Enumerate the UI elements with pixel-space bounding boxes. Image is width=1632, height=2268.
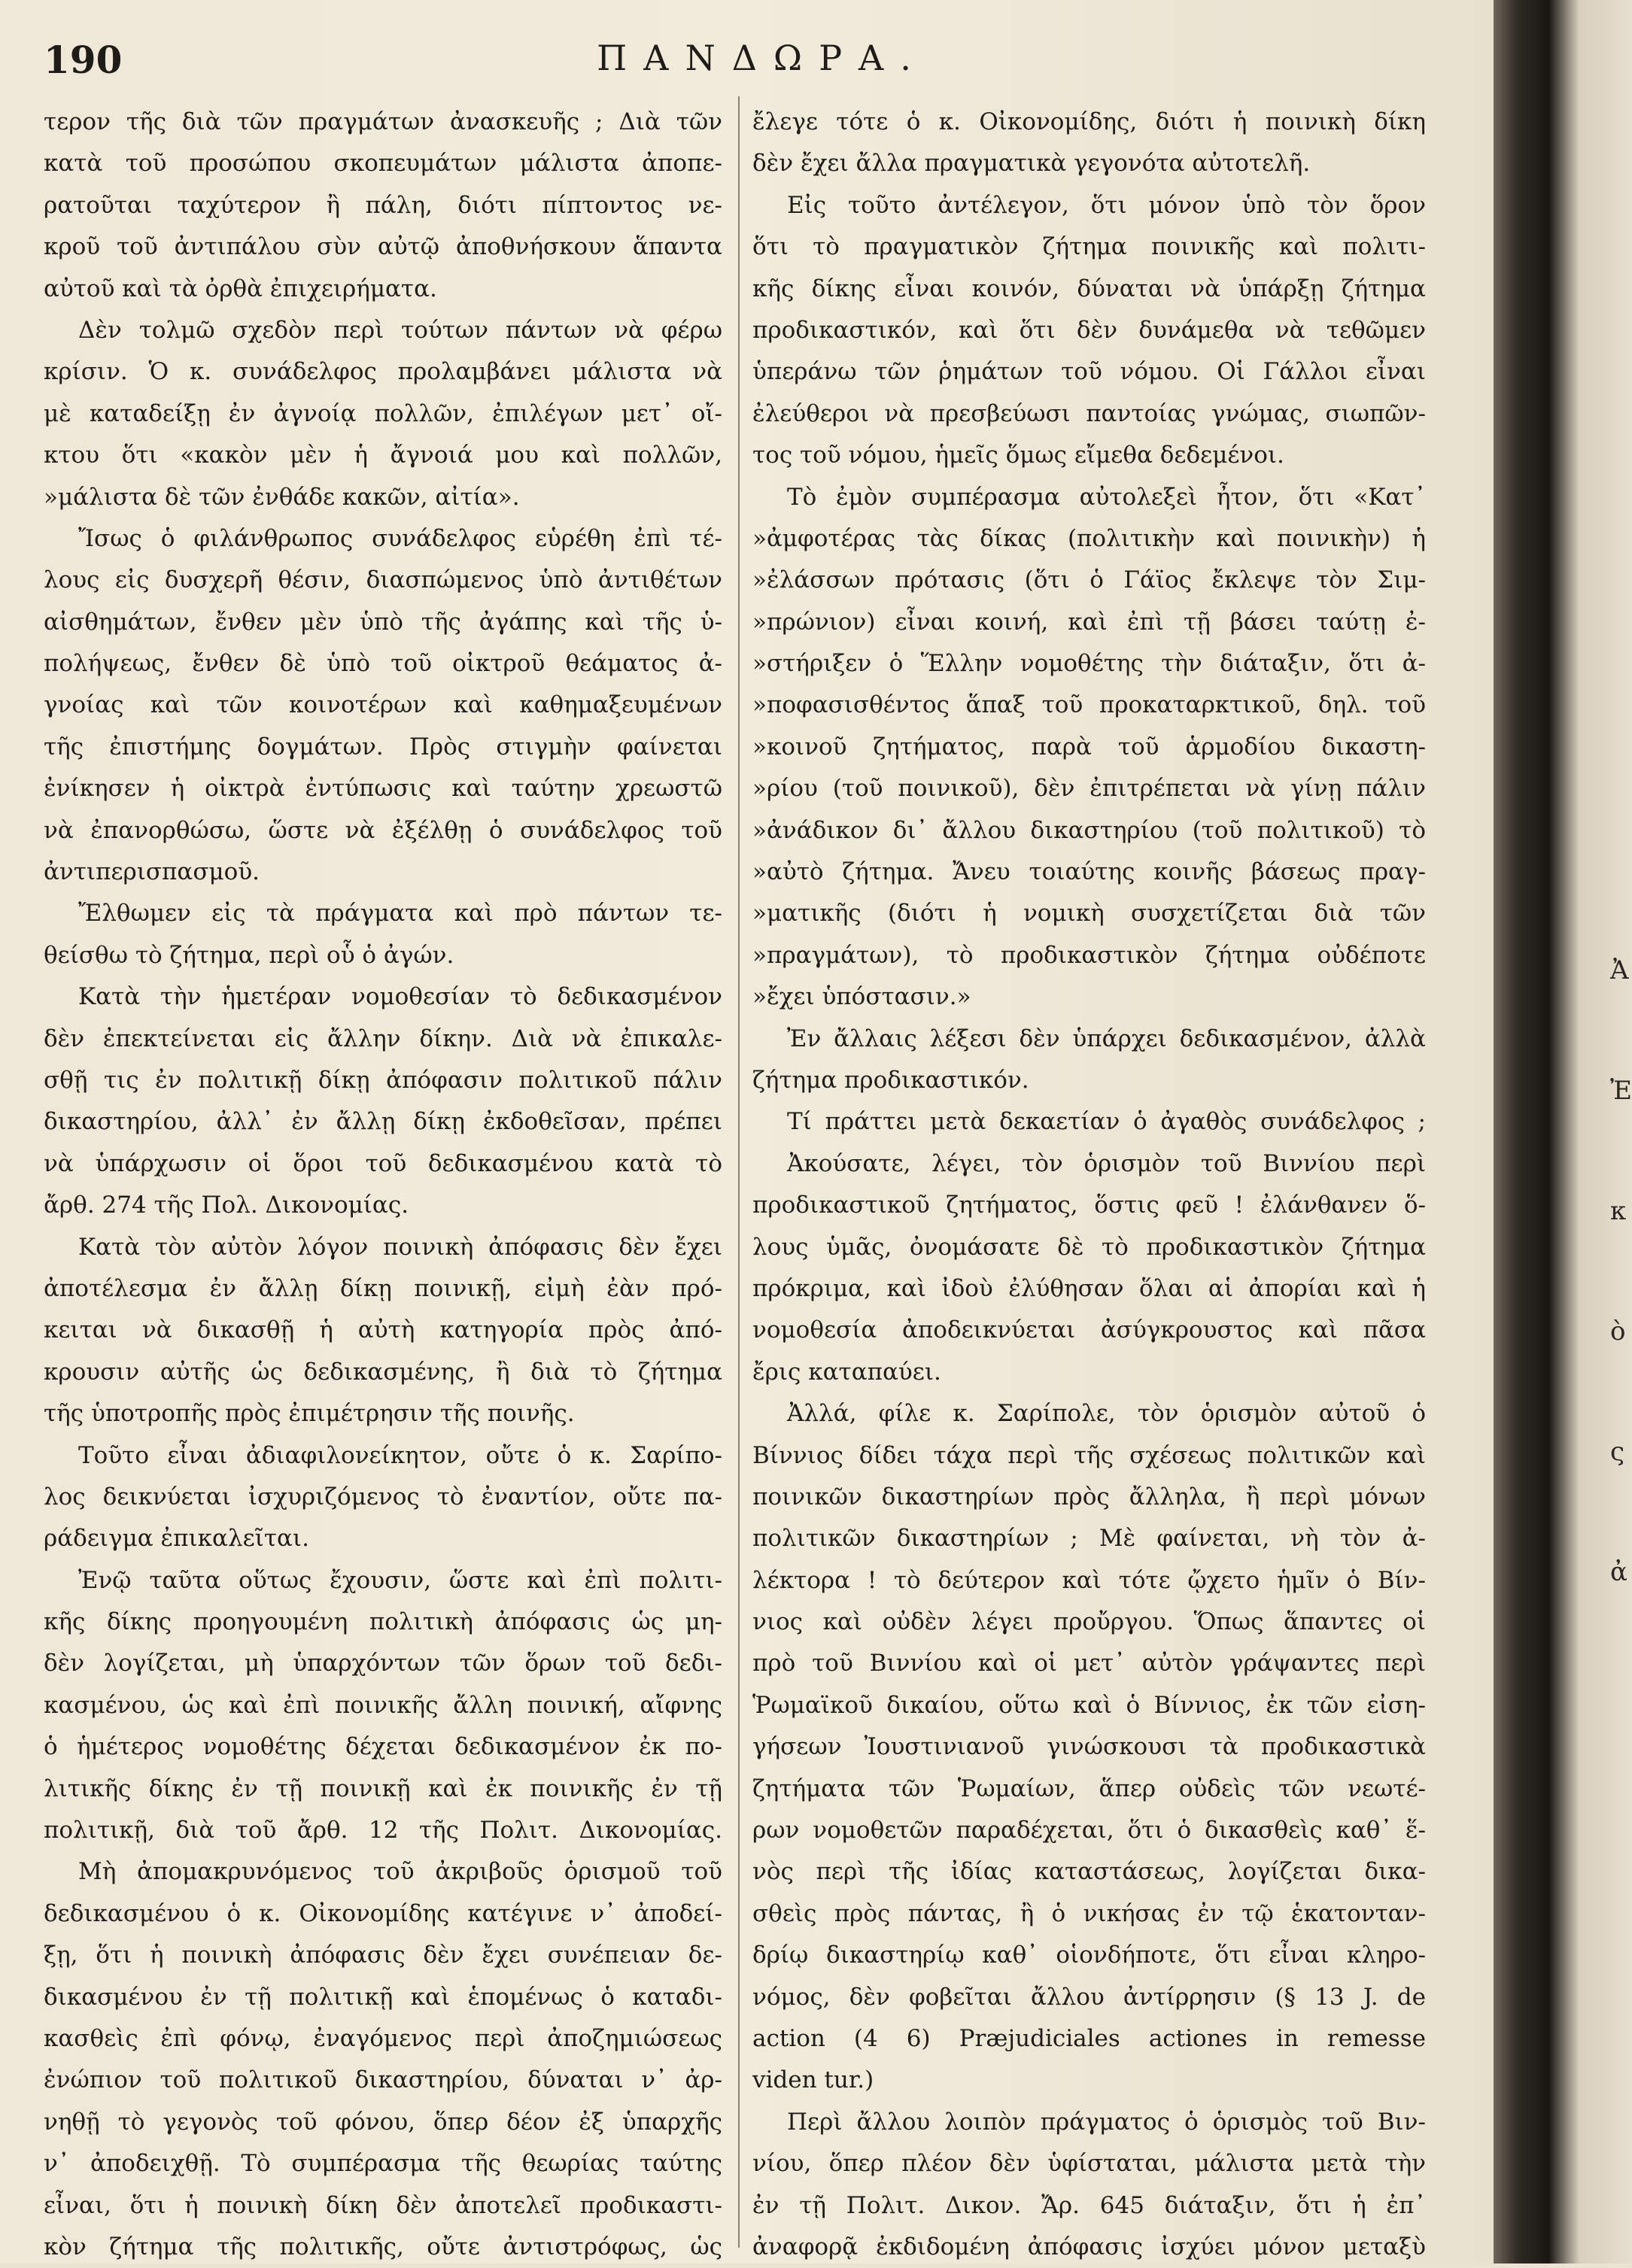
text-line: τος τοῦ νόμου, ἡμεῖς ὅμως εἴμεθα δεδεμένοι. <box>752 442 1284 469</box>
text-line: νὸς περὶ τῆς ἰδίας καταστάσεως, λογίζεται δικα- <box>752 1858 1426 1886</box>
text-line: θείσθω τὸ ζήτημα, περὶ οὗ ὁ ἀγών. <box>44 941 454 969</box>
text-line: Ἀλλά, φίλε κ. Σαρίπολε, τὸν ὁρισμὸν αὐτοῦ ὁ <box>787 1400 1426 1428</box>
text-line: action (4 6) Præjudiciales actiones in remesse <box>752 2024 1426 2052</box>
text-line: Βίννιος δίδει τάχα περὶ τῆς σχέσεως πολιτικῶν καὶ <box>752 1441 1426 1469</box>
text-line: δὲν λογίζεται, μὴ ὑπαρχόντων τῶν ὅρων τοῦ δεδι- <box>44 1650 722 1677</box>
edge-fragment: Ἀ <box>1610 955 1629 985</box>
text-line: λέκτορα ! τὸ δεύτερον καὶ τότε ᾤχετο ἡμῖν ὁ Βίν- <box>752 1566 1426 1594</box>
text-line: κασμένου, ὡς καὶ ἐπὶ ποινικῆς ἄλλη ποινική, αἴφνης <box>44 1691 722 1719</box>
text-line: ζητήματα τῶν Ῥωμαίων, ἅπερ οὐδεὶς τῶν νεωτέ- <box>752 1775 1426 1802</box>
text-line: Ἴσως ὁ φιλάνθρωπος συνάδελφος εὑρέθη ἐπὶ τέ- <box>78 524 722 552</box>
text-line: νηθῇ τὸ γεγονὸς τοῦ φόνου, ὅπερ δέον ἐξ ὑπαρχῆς <box>44 2108 722 2136</box>
text-line: ράδειγμα ἐπικαλεῖται. <box>44 1525 309 1553</box>
text-line: μὲ καταδείξῃ ἐν ἀγνοίᾳ πολλῶν, ἐπιλέγων μετ᾽ οἴ- <box>44 399 722 427</box>
text-line: Περὶ ἄλλου λοιπὸν πράγματος ὁ ὁρισμὸς τοῦ Βιν- <box>787 2108 1426 2136</box>
text-line: νόμος, δὲν φοβεῖται ἄλλου ἀντίρρησιν (§ 13 J. de <box>752 1983 1426 2011</box>
text-line: πρὸ τοῦ Βιννίου καὶ οἱ μετ᾽ αὐτὸν γράψαντες περὶ <box>752 1650 1426 1677</box>
text-line: πολιτικῶν δικαστηρίων ; Μὲ φαίνεται, νὴ τὸν ἀ- <box>752 1525 1426 1553</box>
text-line: πρόκριμα, καὶ ἰδοὺ ἐλύθησαν ὅλαι αἱ ἀπορίαι καὶ ἡ <box>752 1274 1426 1302</box>
text-line: αἰσθημάτων, ἔνθεν μὲν ὑπὸ τῆς ἀγάπης καὶ τῆς ὑ- <box>44 608 722 636</box>
text-line: νομοθεσία ἀποδεικνύεται ἀσύγκρουστος καὶ πᾶσα <box>752 1316 1426 1344</box>
text-line: ὅτι τὸ πραγματικὸν ζήτημα ποινικῆς καὶ πολιτι- <box>752 233 1426 261</box>
text-line: »πρώνιον) εἶναι κοινή, καὶ ἐπὶ τῇ βάσει ταύτῃ ἐ- <box>752 608 1426 636</box>
text-line: ρων νομοθετῶν παραδέχεται, ὅτι ὁ δικασθεὶς καθ᾽ ἕ- <box>752 1817 1426 1844</box>
text-line: κτου ὅτι «κακὸν μὲν ἡ ἄγνοιά μου καὶ πολλῶν, <box>44 442 722 469</box>
text-line: κατὰ τοῦ προσώπου σκοπευμάτων μάλιστα ἀποπε- <box>44 150 722 178</box>
text-line: ἔλεγε τότε ὁ κ. Οἰκονομίδης, διότι ἡ ποινικὴ δίκη <box>752 108 1426 135</box>
text-line: λιτικῆς δίκης ἐν τῇ ποινικῇ καὶ ἐκ ποινικῆς ἐν τῇ <box>44 1775 722 1802</box>
text-line: ἄρθ. 274 τῆς Πολ. Δικονομίας. <box>44 1192 409 1219</box>
text-line: δὲν ἔχει ἄλλα πραγματικὰ γεγονότα αὐτοτελῆ. <box>752 150 1311 178</box>
text-line: ἐνώπιον τοῦ πολιτικοῦ δικαστηρίου, δύναται ν᾽ ἀρ- <box>44 2066 722 2094</box>
text-line: »αὐτὸ ζήτημα. Ἄνευ τοιαύτης κοινῆς βάσεως πραγ- <box>752 858 1426 886</box>
text-line: κροῦ τοῦ ἀντιπάλου σὺν αὐτῷ ἀποθνήσκουν ἅπαντα <box>44 233 722 261</box>
text-line: προδικαστικοῦ ζητήματος, ὅστις φεῦ ! ἐλάνθανεν ὅ- <box>752 1192 1426 1219</box>
text-line: λους ὑμᾶς, ὀνομάσατε δὲ τὸ προδικαστικὸν ζήτημα <box>752 1233 1426 1261</box>
text-line: »ἔχει ὑπόστασιν.» <box>752 983 971 1011</box>
text-line: δεδικασμένου ὁ κ. Οἰκονομίδης κατέγινε ν᾽ ἀποδεί- <box>44 1899 722 1927</box>
text-line: τῆς ὑποτροπῆς πρὸς ἐπιμέτρησιν τῆς ποινῆς. <box>44 1400 575 1428</box>
text-line: Ἐνῷ ταῦτα οὕτως ἔχουσιν, ὥστε καὶ ἐπὶ πολιτι- <box>78 1566 722 1594</box>
text-line: κῆς δίκης προηγουμένη πολιτικὴ ἀπόφασις ὡς μη- <box>44 1608 722 1636</box>
text-line: σθῇ τις ἐν πολιτικῇ δίκῃ ἀπόφασιν πολιτικοῦ πάλιν <box>44 1066 722 1094</box>
text-line: γνοίας καὶ τῶν κοινοτέρων καὶ καθημαξευμένων <box>44 691 722 719</box>
text-line: »στήριξεν ὁ Ἕλλην νομοθέτης τὴν διάταξιν, ὅτι ἀ- <box>752 650 1426 678</box>
text-line: Εἰς τοῦτο ἀντέλεγον, ὅτι μόνον ὑπὸ τὸν ὅρον <box>787 191 1426 219</box>
text-line: ἔρις καταπαύει. <box>752 1358 941 1386</box>
text-line: Τὸ ἐμὸν συμπέρασμα αὐτολεξεὶ ἦτον, ὅτι «Κατ᾽ <box>787 483 1426 511</box>
text-line: κρουσιν αὐτῆς ὡς δεδικασμένης, ἢ διὰ τὸ ζήτημα <box>44 1358 722 1386</box>
text-line: »ἀμφοτέρας τὰς δίκας (πολιτικὴν καὶ ποινικὴν) ἡ <box>752 524 1426 552</box>
text-line: »κοινοῦ ζητήματος, παρὰ τοῦ ἁρμοδίου δικαστη- <box>752 733 1426 761</box>
text-line: κασθεὶς ἐπὶ φόνῳ, ἐναγόμενος περὶ ἀποζημιώσεως <box>44 2024 722 2052</box>
text-line: Ἐν ἄλλαις λέξεσι δὲν ὑπάρχει δεδικασμένον, ἀλλὰ <box>787 1025 1426 1052</box>
text-line: αὐτοῦ καὶ τὰ ὀρθὰ ἐπιχειρήματα. <box>44 275 437 302</box>
facing-page-fragments <box>1610 955 1632 1708</box>
text-line: »ἐλάσσων πρότασις (ὅτι ὁ Γάϊος ἔκλεψε τὸν Σιμ- <box>752 566 1426 594</box>
text-line: ποινικῶν δικαστηρίων πρὸς ἄλληλα, ἢ περὶ μόνων <box>752 1483 1426 1510</box>
text-line: »ποφασισθέντος ἅπαξ τοῦ προκαταρκτικοῦ, δηλ. τοῦ <box>752 691 1426 719</box>
text-line: ν᾽ ἀποδειχθῇ. Τὸ συμπέρασμα τῆς θεωρίας ταύτης <box>44 2150 722 2178</box>
text-line: κειται νὰ δικασθῇ ἡ αὐτὴ κατηγορία πρὸς ἀπό- <box>44 1316 722 1344</box>
text-line: πολιτικῇ, διὰ τοῦ ἄρθ. 12 τῆς Πολιτ. Δικονομίας. <box>44 1817 722 1844</box>
page-number: 190 <box>44 38 123 82</box>
text-line: τερον τῆς διὰ τῶν πραγμάτων ἀνασκευῆς ; Διὰ τῶν <box>44 108 722 135</box>
right-column <box>752 102 1426 2268</box>
text-line: ἐλεύθεροι νὰ πρεσβεύωσι παντοίας γνώμας, σιωπῶν- <box>752 399 1426 427</box>
text-line: κῆς δίκης εἶναι κοινόν, δύναται νὰ ὑπάρξῃ ζήτημα <box>752 275 1426 302</box>
text-line: »ἀνάδικον δι᾽ ἄλλου δικαστηρίου (τοῦ πολιτικοῦ) τὸ <box>752 816 1426 844</box>
text-line: Ἀκούσατε, λέγει, τὸν ὁρισμὸν τοῦ Βιννίου περὶ <box>787 1149 1426 1177</box>
text-line: Μὴ ἀπομακρυνόμενος τοῦ ἀκριβοῦς ὁρισμοῦ τοῦ <box>78 1858 722 1886</box>
text-line: δικασμένου ἐν τῇ πολιτικῇ καὶ ἑπομένως ὁ καταδι- <box>44 1983 722 2011</box>
text-line: τῆς ἐπιστήμης δογμάτων. Πρὸς στιγμὴν φαίνεται <box>44 733 722 761</box>
text-line: ὁ ἡμέτερος νομοθέτης δέχεται δεδικασμένον ἐκ πο- <box>44 1733 722 1761</box>
text-line: Ἔλθωμεν εἰς τὰ πράγματα καὶ πρὸ πάντων τε- <box>78 900 722 928</box>
text-line: Κατὰ τὸν αὐτὸν λόγον ποινικὴ ἀπόφασις δὲν ἔχει <box>78 1233 722 1261</box>
text-line: Ῥωμαϊκοῦ δικαίου, οὕτω καὶ ὁ Βίννιος, ἐκ τῶν εἰση- <box>752 1691 1426 1719</box>
text-line: νίου, ὅπερ πλέον δὲν ὑφίσταται, μάλιστα μετὰ τὴν <box>752 2150 1426 2178</box>
text-line: νὰ ὑπάρχωσιν οἱ ὅροι τοῦ δεδικασμένου κατὰ τὸ <box>44 1149 722 1177</box>
text-line: viden tur.) <box>752 2066 874 2094</box>
text-line: γήσεων Ἰουστινιανοῦ γινώσκουσι τὰ προδικαστικὰ <box>752 1733 1426 1761</box>
edge-fragment: Ἐ <box>1610 1076 1632 1106</box>
text-line: ρατοῦται ταχύτερον ἢ πάλη, διότι πίπτοντος νε- <box>44 191 722 219</box>
text-line: Κατὰ τὴν ἡμετέραν νομοθεσίαν τὸ δεδικασμένον <box>78 983 722 1011</box>
text-line: ζήτημα προδικαστικόν. <box>752 1066 1029 1094</box>
text-line: ἐν τῇ Πολιτ. Δικον. Ἄρ. 645 διάταξιν, ὅτι ἡ ἐπ᾽ <box>752 2191 1426 2219</box>
page-header <box>44 38 1481 90</box>
text-line: ἀναφορᾷ ἐκδιδομένη ἀπόφασις ἰσχύει μόνον μεταξὺ <box>752 2233 1426 2260</box>
text-line: »πραγμάτων), τὸ προδικαστικὸν ζήτημα οὐδέποτε <box>752 941 1426 969</box>
text-line: δικαστηρίου, ἀλλ᾽ ἐν ἄλλῃ δίκῃ ἐκδοθεῖσαν, πρέπει <box>44 1108 722 1136</box>
text-line: σθεὶς πρὸς πάντας, ἢ ὁ νικήσας ἐν τῷ ἑκατονταν- <box>752 1899 1426 1927</box>
text-line: ἐνίκησεν ἡ οἰκτρὰ ἐντύπωσις καὶ ταύτην χρεωστῶ <box>44 775 722 803</box>
text-line: ὑπεράνω τῶν ῥημάτων τοῦ νόμου. Οἱ Γάλλοι εἶναι <box>752 358 1426 386</box>
text-line: νιος καὶ οὐδὲν λέγει προὔργου. Ὅπως ἅπαντες οἱ <box>752 1608 1426 1636</box>
text-line: δὲν ἐπεκτείνεται εἰς ἄλλην δίκην. Διὰ νὰ ἐπικαλε- <box>44 1025 722 1052</box>
text-line: ἀποτέλεσμα ἐν ἄλλῃ δίκῃ ποινικῇ, εἰμὴ ἐὰν πρό- <box>44 1274 722 1302</box>
text-line: νὰ ἐπανορθώσω, ὥστε νὰ ἐξέλθῃ ὁ συνάδελφος τοῦ <box>44 816 722 844</box>
edge-fragment: ὸ <box>1610 1316 1626 1347</box>
edge-fragment: κ <box>1610 1196 1627 1226</box>
text-line: εἶναι, ὅτι ἡ ποινικὴ δίκη δὲν ἀποτελεῖ προδικαστι- <box>44 2191 722 2219</box>
text-line: κρίσιν. Ὁ κ. συνάδελφος προλαμβάνει μάλιστα νὰ <box>44 358 722 386</box>
text-line: »ματικῆς (διότι ἡ νομικὴ συσχετίζεται διὰ τῶν <box>752 900 1426 928</box>
column-divider <box>738 96 740 2248</box>
text-line: λος δεικνύεται ἰσχυριζόμενος τὸ ἐναντίον, οὔτε πα- <box>44 1483 722 1510</box>
text-line: λους εἰς δυσχερῆ θέσιν, διασπώμενος ὑπὸ ἀντιθέτων <box>44 566 722 594</box>
text-line: »μάλιστα δὲ τῶν ἐνθάδε κακῶν, αἰτία». <box>44 483 520 511</box>
text-line: ξῃ, ὅτι ἡ ποινικὴ ἀπόφασις δὲν ἔχει συνέπειαν δε- <box>44 1942 722 1969</box>
text-line: »ρίου (τοῦ ποινικοῦ), δὲν ἐπιτρέπεται νὰ γίνῃ πάλιν <box>752 775 1426 803</box>
left-column <box>44 102 722 2268</box>
edge-fragment: ἀ <box>1610 1557 1627 1587</box>
text-line: ἀντιπερισπασμοῦ. <box>44 858 260 886</box>
text-line: πολήψεως, ἔνθεν δὲ ὑπὸ τοῦ οἰκτροῦ θεάματος ἀ- <box>44 650 722 678</box>
edge-fragment: ς <box>1610 1437 1625 1467</box>
text-line: Δὲν τολμῶ σχεδὸν περὶ τούτων πάντων νὰ φέρω <box>78 316 722 344</box>
text-line: Τοῦτο εἶναι ἀδιαφιλονείκητον, οὔτε ὁ κ. Σαρίπο- <box>78 1441 722 1469</box>
text-line: Τί πράττει μετὰ δεκαετίαν ὁ ἀγαθὸς συνάδελφος ; <box>787 1108 1426 1136</box>
text-line: κὸν ζήτημα τῆς πολιτικῆς, οὔτε ἀντιστρόφως, ὡς <box>44 2233 722 2260</box>
text-line: δρίῳ δικαστηρίῳ καθ᾽ οἱονδήποτε, ὅτι εἶναι κληρο- <box>752 1942 1426 1969</box>
text-line: προδικαστικόν, καὶ ὅτι δὲν δυνάμεθα νὰ τεθῶμεν <box>752 316 1426 344</box>
running-title: ΠΑΝΔΩΡΑ. <box>597 38 928 78</box>
